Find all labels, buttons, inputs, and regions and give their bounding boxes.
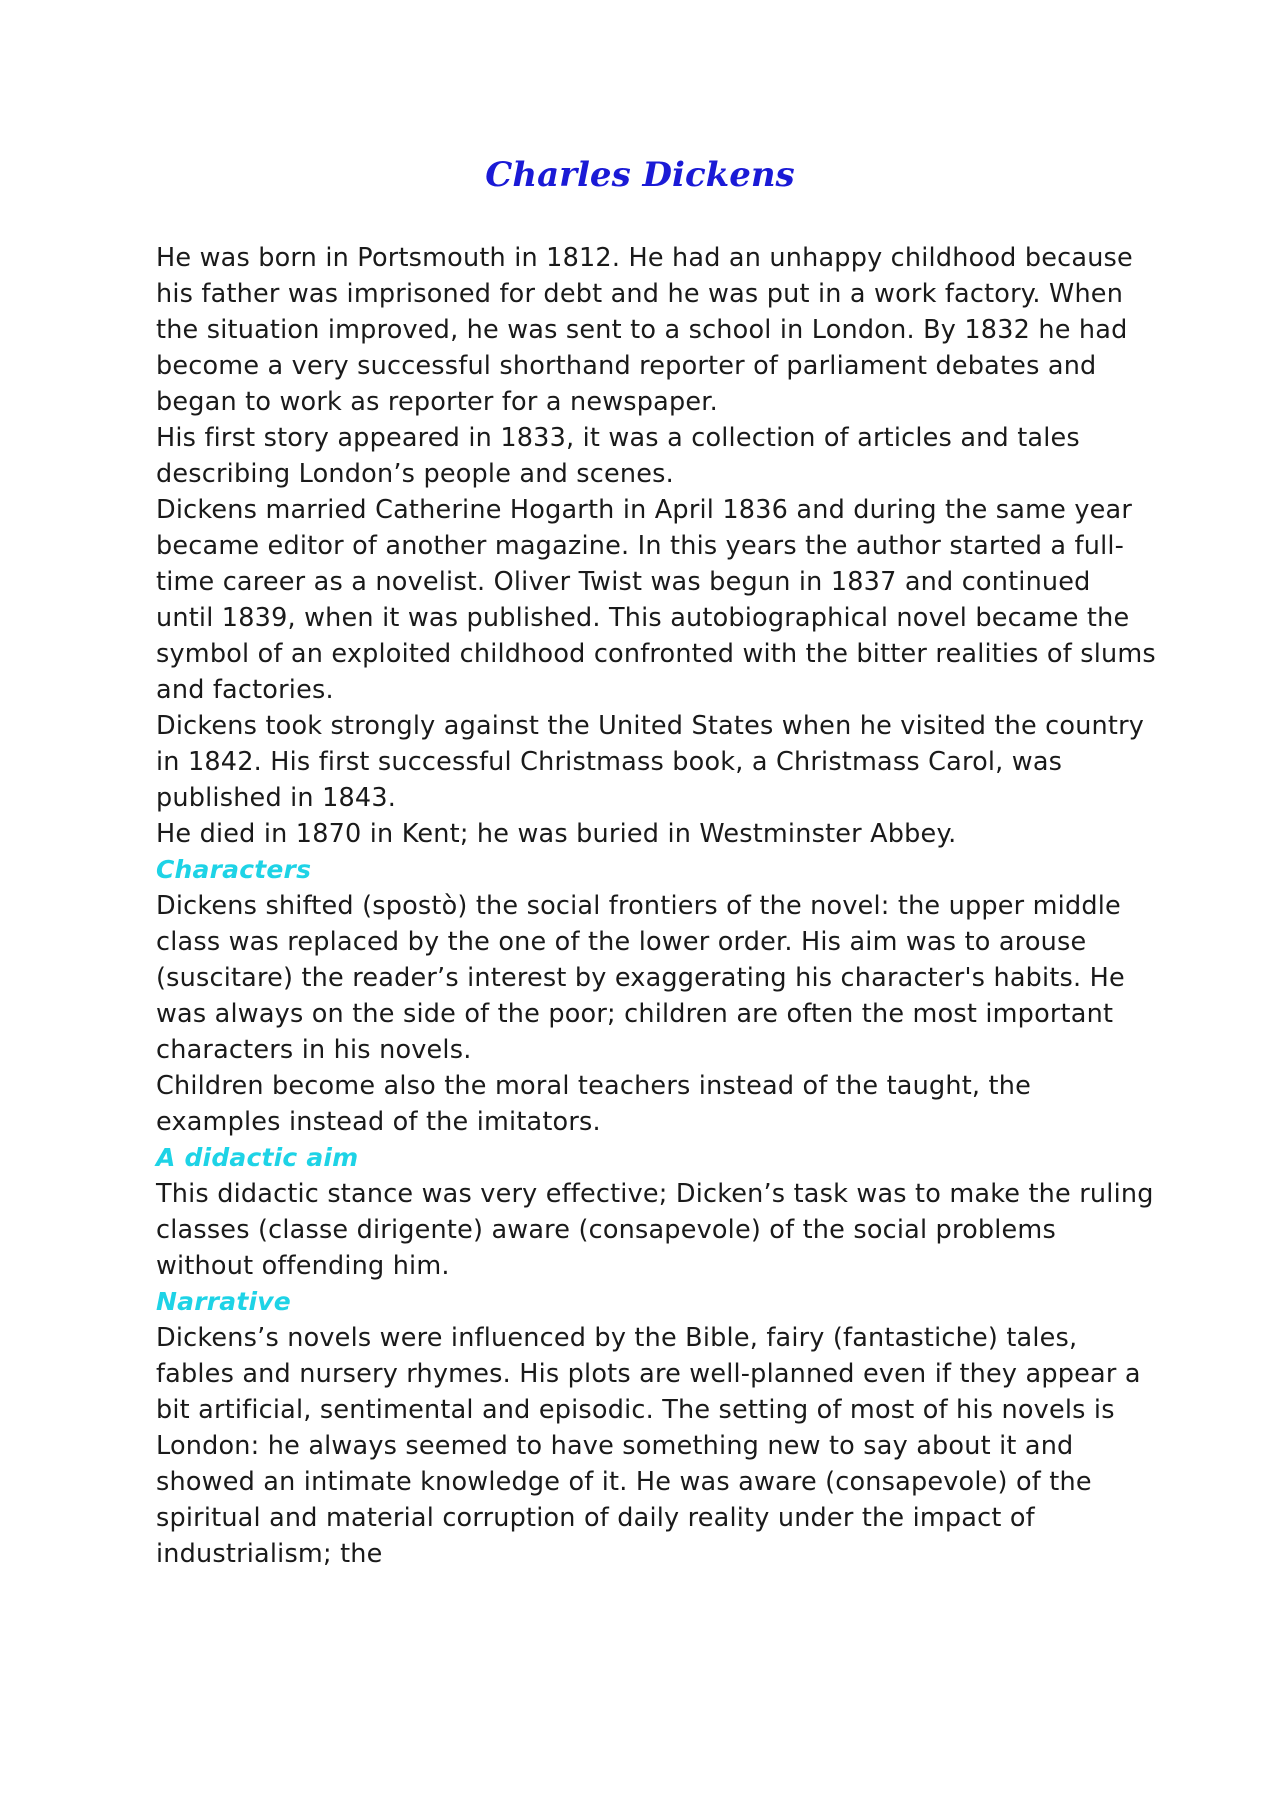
paragraph-birth: He was born in Portsmouth in 1812. He had an unhappy childhood because his father was imprisoned for debt and he was put in a work factory. When the situation improved, he was sent to a school in London. By 1832 he had become a very successful shorthand reporter of parliament debates and began to work as reporter for a newspaper. (156, 243, 1133, 417)
paragraph-first-story: His first story appeared in 1833, it was a collection of articles and tales describing London’s people and scenes. (156, 423, 1080, 489)
paragraph-characters-2: Children become also the moral teachers instead of the taught, the examples instead of the imitators. (156, 1071, 1031, 1137)
page-title: Charles Dickens (485, 155, 795, 195)
paragraph-marriage: Dickens married Catherine Hogarth in April 1836 and during the same year became editor of another magazine. In this years the author started a full-time career as a novelist. Oliver Twist was begun in 1837 and continued until 1839, when it was published. This autobiographical novel became the symbol of an exploited childhood confronted with the bitter realities of slums and factories. (156, 495, 1156, 705)
paragraph-narrative-1: Dickens’s novels were influenced by the Bible, fairy (fantastiche) tales, fables and nursery rhymes. His plots are well-planned even if they appear a bit artificial, sentimental and episodic. The setting of most of his novels is London: he always seemed to have something new to say about it and showed an intimate knowledge of it. He was aware (consapevole) of the spiritual and material corruption of daily reality under the impact of industrialism; the (156, 1323, 1141, 1569)
document-body (156, 240, 1156, 1572)
paragraph-united-states: Dickens took strongly against the United States when he visited the country in 1842. His first successful Christmass book, a Christmass Carol, was published in 1843. (156, 711, 1145, 813)
section-heading-didactic-aim: A didactic aim (156, 1143, 359, 1172)
paragraph-death: He died in 1870 in Kent; he was buried in Westminster Abbey. (156, 819, 957, 849)
section-heading-narrative: Narrative (156, 1287, 291, 1316)
paragraph-didactic-1: This didactic stance was very effective; Dicken’s task was to make the ruling classes (classe dirigente) aware (consapevole) of the social problems without offending him. (156, 1179, 1154, 1281)
section-heading-characters: Characters (156, 855, 312, 884)
paragraph-characters-1: Dickens shifted (spostò) the social frontiers of the novel: the upper middle class was replaced by the one of the lower order. His aim was to arouse (suscitare) the reader’s interest by exaggerating his character's habits. He was always on the side of the poor; children are often the most important characters in his novels. (156, 891, 1125, 1065)
